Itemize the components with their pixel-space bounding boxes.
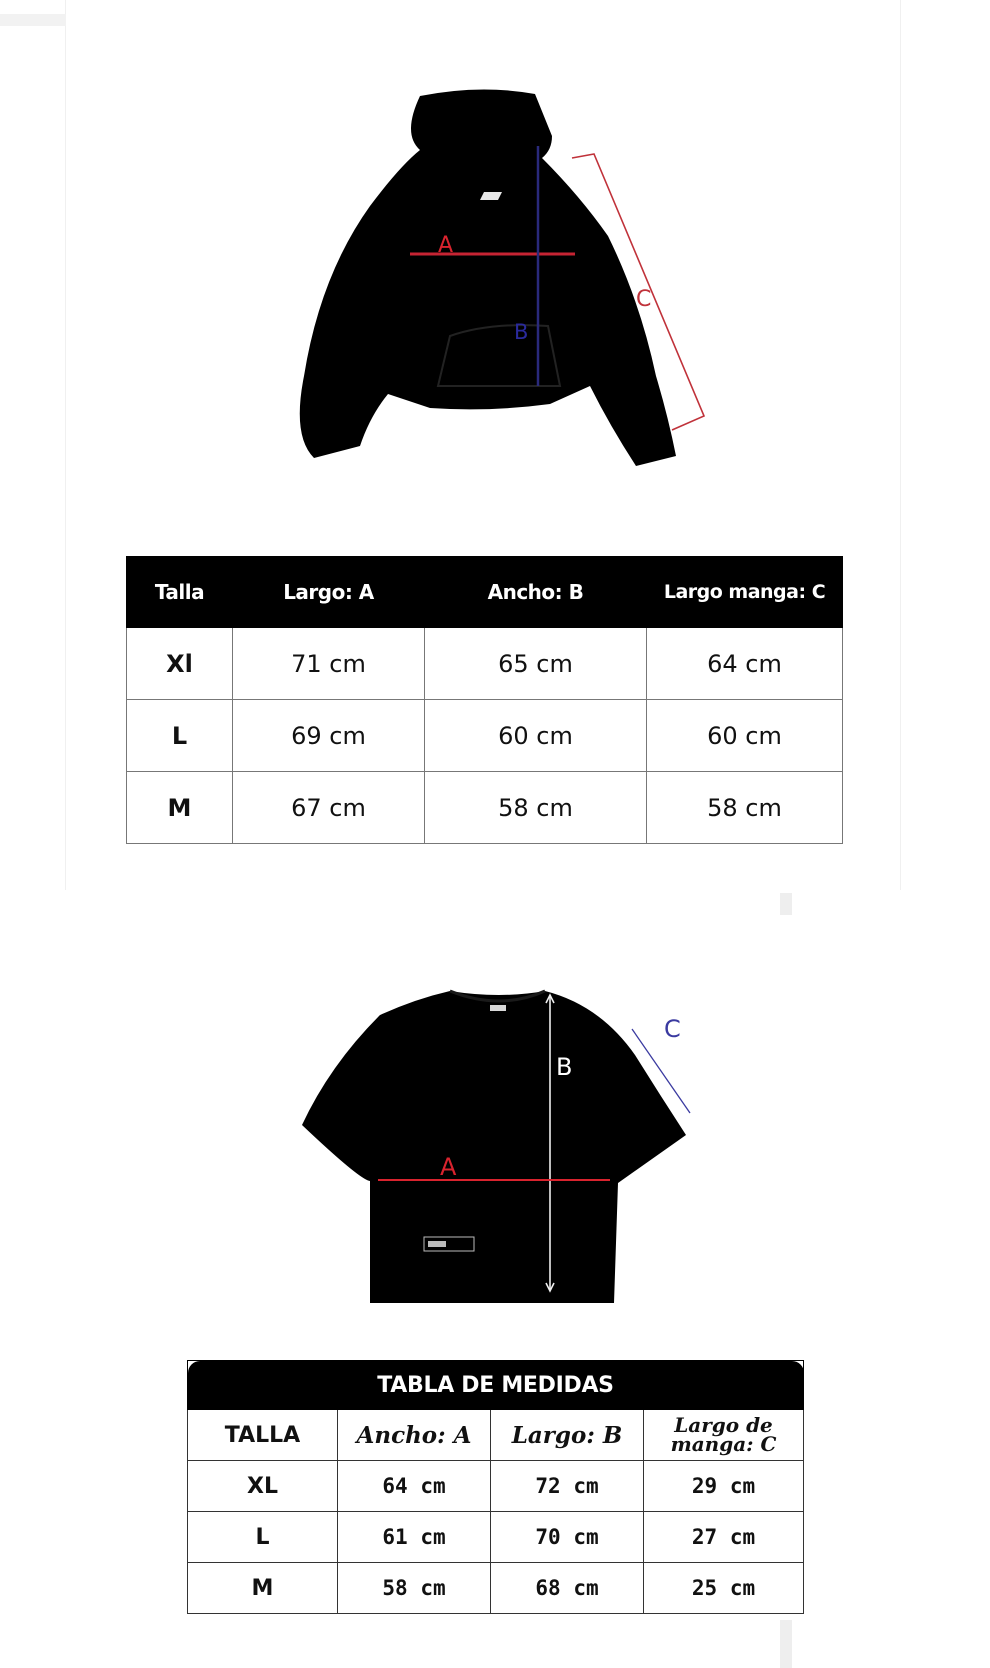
value-cell: 70 cm (491, 1512, 644, 1563)
value-cell: 60 cm (425, 700, 647, 772)
table-title: TABLA DE MEDIDAS (188, 1361, 804, 1410)
value-cell: 64 cm (647, 628, 843, 700)
scan-mark (780, 1620, 792, 1668)
size-cell: L (188, 1512, 338, 1563)
table-row (127, 628, 843, 700)
table-title-row (188, 1361, 804, 1410)
value-cell: 61 cm (338, 1512, 491, 1563)
header-largo-manga-c: Largo de manga: C (644, 1410, 804, 1461)
size-cell: M (188, 1563, 338, 1614)
hoodie-shape (300, 89, 676, 466)
value-cell: 65 cm (425, 628, 647, 700)
value-cell: 60 cm (647, 700, 843, 772)
value-cell: 58 cm (338, 1563, 491, 1614)
value-cell: 64 cm (338, 1461, 491, 1512)
table-row (188, 1461, 804, 1512)
header-talla: TALLA (188, 1410, 338, 1461)
label-a: A (438, 233, 454, 258)
header-ancho-a: Ancho: A (338, 1410, 491, 1461)
value-cell: 67 cm (233, 772, 425, 844)
table-header-row (127, 557, 843, 628)
size-cell: Xl (127, 628, 233, 700)
table-row (127, 700, 843, 772)
value-cell: 71 cm (233, 628, 425, 700)
value-cell: 72 cm (491, 1461, 644, 1512)
table-row (188, 1563, 804, 1614)
scan-mark (780, 893, 792, 915)
logo-icon (490, 1005, 506, 1011)
label-b: B (556, 1053, 573, 1081)
tshirt-size-table (187, 1360, 804, 1614)
header-largo-a: Largo: A (233, 557, 425, 628)
value-cell: 68 cm (491, 1563, 644, 1614)
size-cell: XL (188, 1461, 338, 1512)
header-largo-b: Largo: B (491, 1410, 644, 1461)
header-largo-manga-c: Largo manga: C (647, 557, 843, 628)
divider-strip (0, 14, 66, 26)
hoodie-diagram (290, 86, 730, 476)
value-cell: 25 cm (644, 1563, 804, 1614)
header-ancho-b: Ancho: B (425, 557, 647, 628)
hoodie-size-table (126, 556, 843, 844)
value-cell: 27 cm (644, 1512, 804, 1563)
table-row (188, 1512, 804, 1563)
size-cell: L (127, 700, 233, 772)
value-cell: 29 cm (644, 1461, 804, 1512)
label-a: A (440, 1153, 457, 1181)
table-row (127, 772, 843, 844)
tshirt-diagram (300, 985, 720, 1315)
label-b: B (514, 320, 529, 344)
value-cell: 69 cm (233, 700, 425, 772)
size-cell: M (127, 772, 233, 844)
value-cell: 58 cm (647, 772, 843, 844)
header-talla: Talla (127, 557, 233, 628)
tshirt-shape (302, 991, 686, 1303)
table-header-row (188, 1410, 804, 1461)
label-c: C (664, 1015, 681, 1043)
value-cell: 58 cm (425, 772, 647, 844)
label-c: C (636, 287, 652, 312)
